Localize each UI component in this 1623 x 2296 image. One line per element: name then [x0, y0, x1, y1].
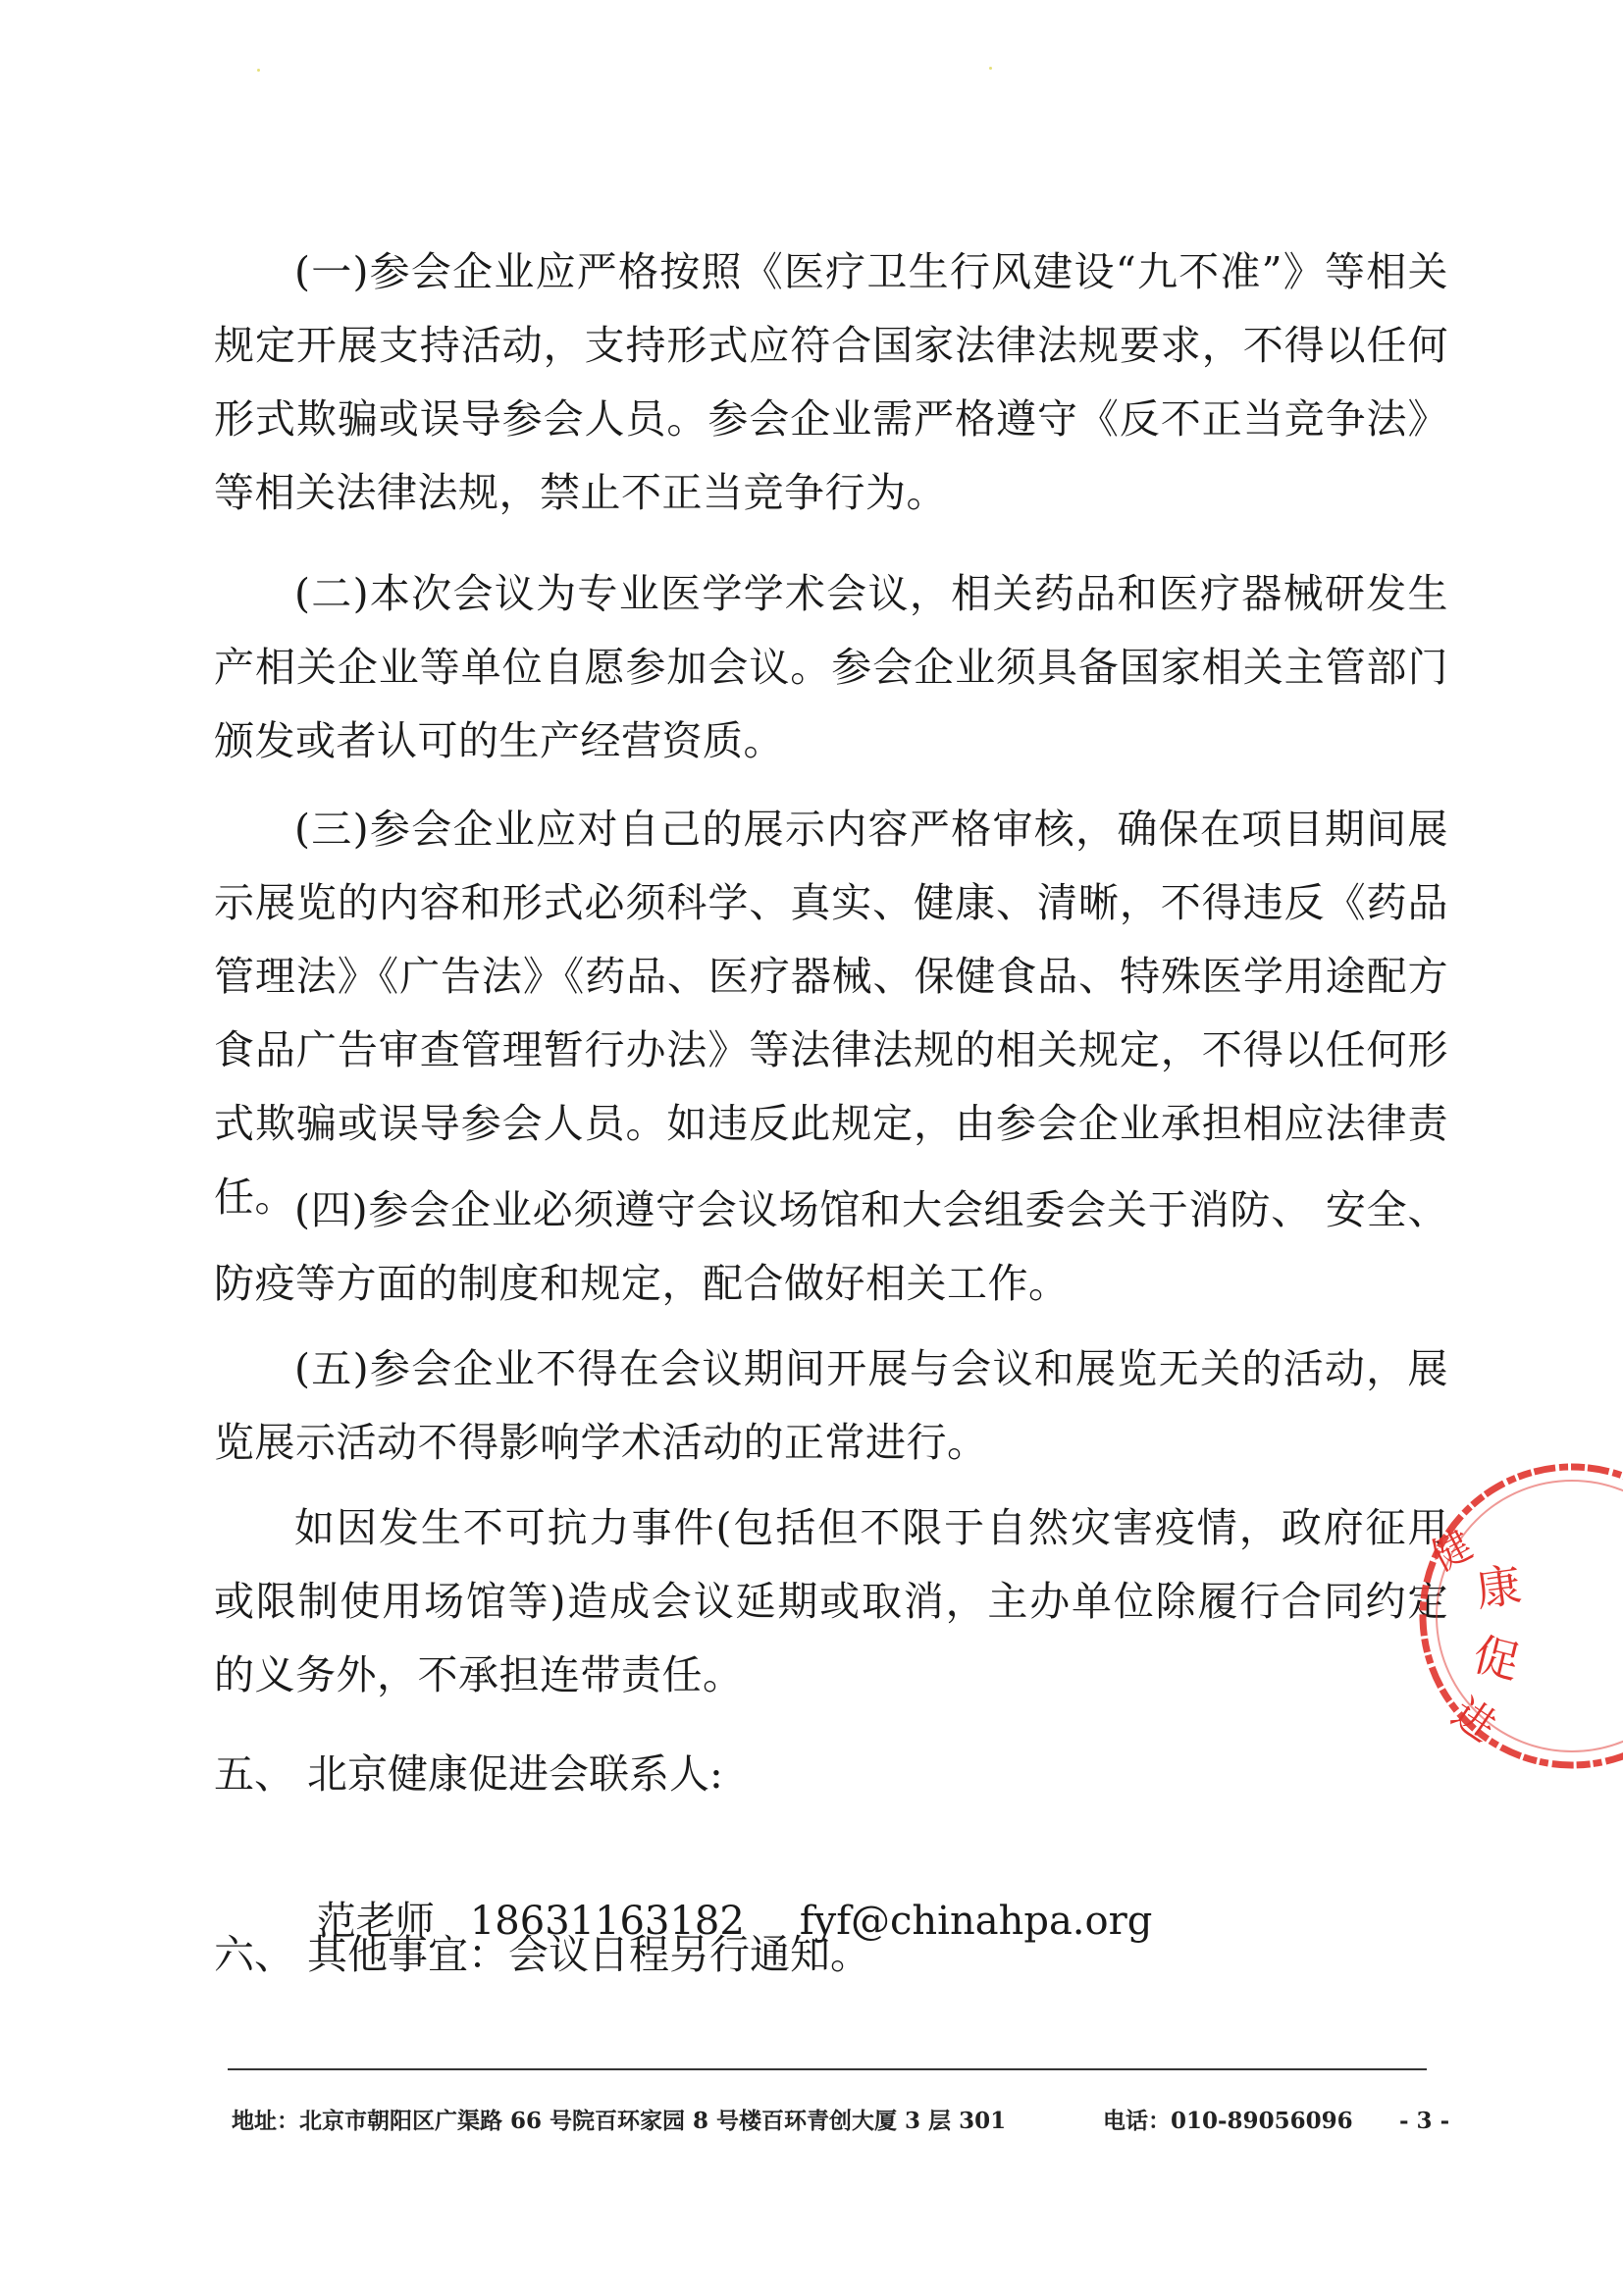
- seal-char: 进: [1443, 1688, 1505, 1751]
- force-majeure-clause: 如因发生不可抗力事件(包括但不限于自然灾害疫情，政府征用或限制使用场馆等)造成会议延期或取消，主办单位除履行合同约定的义务外，不承担连带责任。: [214, 1504, 1448, 1698]
- clause-3: (三)参会企业应对自己的展示内容严格审核，确保在项目期间展示展览的内容和形式必须科学、真实、健康、清晰，不得违反《药品管理法》《广告法》《药品、医疗器械、保健食品、特殊医学用途配方食品广告审查管理暂行办法》等法律法规的相关规定，不得以任何形式欺骗或误导参会人员。如违反此规定，由参会企业承担相应法律责任。: [214, 806, 1448, 1221]
- contact-phone: 18631163182: [469, 1899, 745, 1944]
- footer-phone: 电话：010-89056096: [1103, 2108, 1353, 2134]
- contact-email[interactable]: fyf@chinahpa.org: [799, 1899, 1153, 1944]
- clause-2: (二)本次会议为专业医学学术会议，相关药品和医疗器械研发生产相关企业等单位自愿参加会议。参会企业须具备国家相关主管部门颁发或者认可的生产经营资质。: [214, 570, 1448, 764]
- seal-char: 康: [1472, 1557, 1525, 1617]
- seal-char: 健: [1424, 1522, 1480, 1581]
- footer-divider: [228, 2068, 1427, 2070]
- scan-speck: [257, 69, 260, 72]
- contact-name: 范老师: [316, 1899, 435, 1944]
- official-seal-icon: [1415, 1454, 1623, 1778]
- section-6-heading: 六、 其他事宜：会议日程另行通知。: [214, 1931, 871, 1978]
- clause-4: (四)参会企业必须遵守会议场馆和大会组委会关于消防、 安全、防疫等方面的制度和规定，配合做好相关工作。: [214, 1186, 1448, 1307]
- page-number: - 3 -: [1399, 2108, 1450, 2134]
- clause-5: (五)参会企业不得在会议期间开展与会议和展览无关的活动，展览展示活动不得影响学术活动的正常进行。: [214, 1345, 1448, 1466]
- seal-char: 促: [1468, 1627, 1525, 1691]
- scan-speck: [989, 67, 992, 70]
- footer-address: 地址：北京市朝阳区广渠路 66 号院百环家园 8 号楼百环青创大厦 3 层 301: [232, 2108, 1007, 2134]
- clause-1: (一)参会企业应严格按照《医疗卫生行风建设“九不准”》等相关规定开展支持活动，支持形式应符合国家法律法规要求，不得以任何形式欺骗或误导参会人员。参会企业需严格遵守《反不正当竞争法》等相关法律法规，禁止不正当竞争行为。: [214, 248, 1448, 516]
- section-5-heading: 五、 北京健康促进会联系人:: [214, 1750, 723, 1798]
